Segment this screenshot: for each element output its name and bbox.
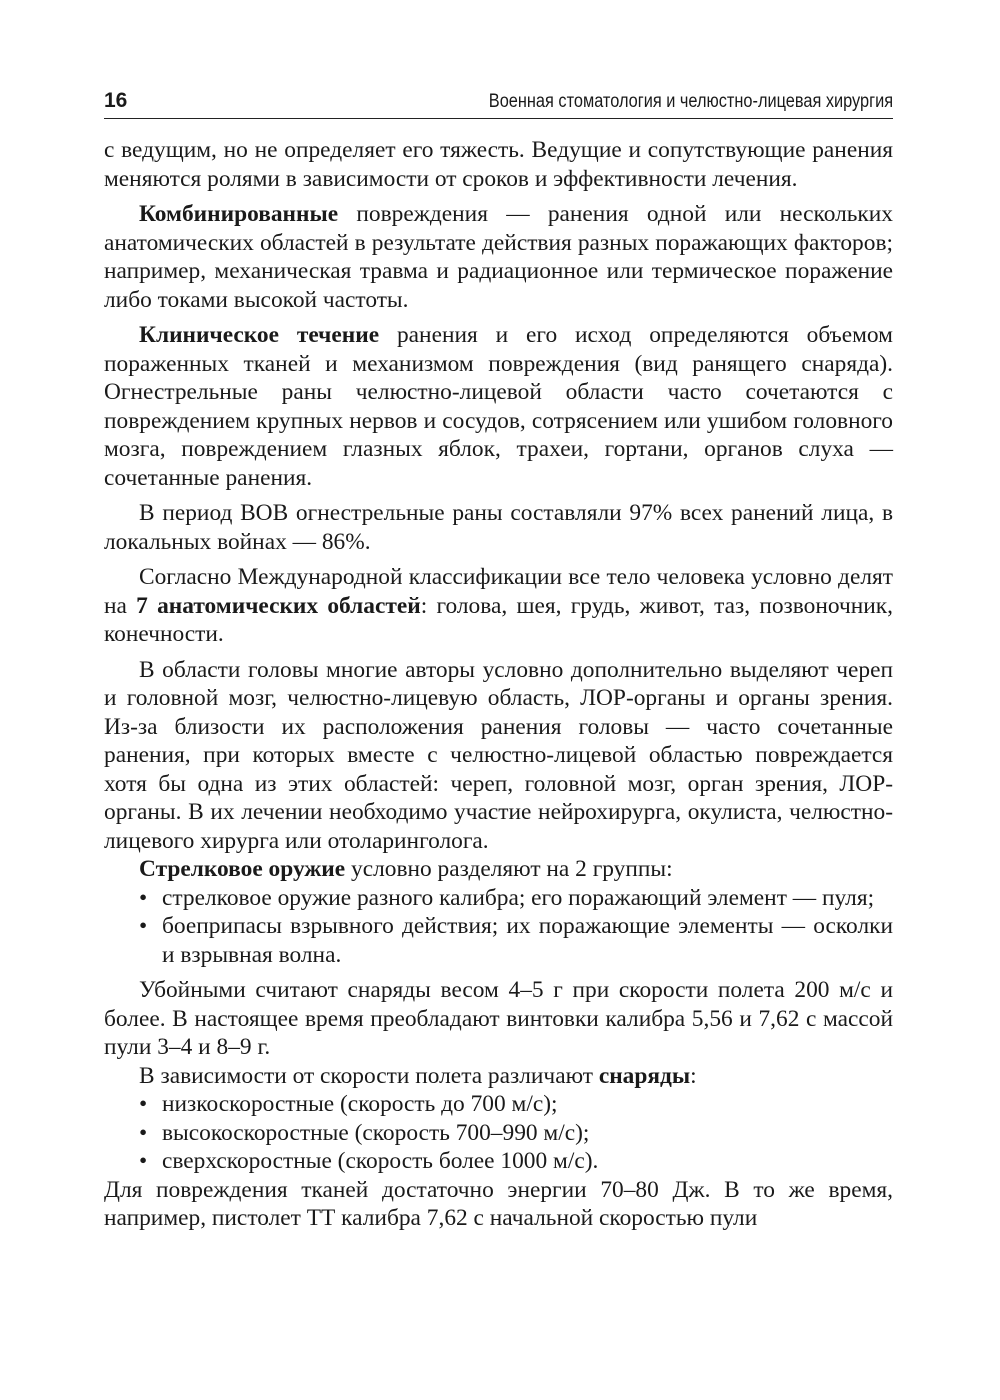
list-item-text: низкоскоростные (скорость до 700 м/с); xyxy=(162,1091,558,1117)
paragraph-text: : xyxy=(690,1062,697,1089)
list-item xyxy=(104,1090,893,1119)
term-anatomical-regions: 7 анатомических областей xyxy=(136,592,421,619)
bullet-icon: • xyxy=(139,1091,148,1117)
page-header xyxy=(104,88,893,119)
paragraph-text: условно разделяют на 2 группы: xyxy=(345,856,673,882)
term-combined: Комбинированные xyxy=(139,201,339,227)
list-item xyxy=(104,1119,893,1148)
bullet-icon: • xyxy=(139,913,148,939)
list-item-text: высокоскоростные (скорость 700–990 м/с); xyxy=(162,1119,590,1146)
paragraph-continuation: с ведущим, но не определяет его тяжесть. Ведущие и сопутствующие ранения меняются ролями в зависимости от сроков и эффективности лечения. xyxy=(104,137,893,192)
paragraph-projectile-speed xyxy=(104,1062,893,1091)
paragraph-small-arms xyxy=(104,855,893,884)
list-item-text: боеприпасы взрывного действия; их поражающие элементы — осколки и взрывная волна. xyxy=(162,913,893,968)
term-clinical-course: Клиническое течение xyxy=(139,322,380,348)
weapon-groups-list xyxy=(104,884,893,970)
page-number: 16 xyxy=(104,89,128,112)
paragraph-head-region: В области головы многие авторы условно дополнительно выделяют череп и головной мозг, челюстно-лицевую область, ЛОР-органы и органы зрения. Из-за близости их расположения ранения головы — часто сочетанные ранения, при которых вместе с челюстно-лицевой областью повреждается хотя бы одна из этих областей: череп, головной мозг, орган зрения, ЛОР-органы. В их лечении необходимо участие нейрохирурга, окулиста, челюстно-лицевого хирурга или отоларинголога. xyxy=(104,656,893,854)
paragraph-text: : голова, шея, грудь, живот, таз, позвоночник, конечности. xyxy=(104,592,893,647)
body-text xyxy=(104,136,893,1233)
running-title: Военная стоматология и челюстно-лицевая хирургия xyxy=(488,91,893,112)
bullet-icon: • xyxy=(139,1148,148,1174)
bullet-icon: • xyxy=(139,1119,148,1146)
paragraph-text: повреждения — ранения одной или нескольких анатомических областей в результате действия разных поражающих факторов; например, механическая травма и радиационное или термическое поражение либо токами высокой частоты. xyxy=(104,201,893,313)
paragraph-tissue-energy: Для повреждения тканей достаточно энергии 70–80 Дж. В то же время, например, пистолет ТТ калибра 7,62 с начальной скоростью пули xyxy=(104,1176,893,1231)
list-item-text: стрелковое оружие разного калибра; его поражающий элемент — пуля; xyxy=(162,884,875,911)
term-small-arms: Стрелковое оружие xyxy=(139,856,346,882)
list-item-text: сверхскоростные (скорость более 1000 м/с). xyxy=(162,1148,599,1174)
paragraph-text: ранения и его исход определяются объемом пораженных тканей и механизмом повреждения (вид ранящего снаряда). Огнестрельные раны челюстно-лицевой области часто сочетаются с повреждением крупных нервов и сосудов, сотрясением или ушибом головного мозга, повреждением глазных яблок, трахеи, гортани, органов слуха — сочетанные ранения. xyxy=(104,322,893,491)
paragraph-wwii-statistics: В период ВОВ огнестрельные раны составляли 97% всех ранений лица, в локальных войнах — 86%. xyxy=(104,500,893,555)
paragraph-text: В зависимости от скорости полета различают xyxy=(139,1062,599,1089)
list-item xyxy=(104,884,893,913)
paragraph-clinical-course xyxy=(104,321,893,492)
paragraph-anatomical-regions xyxy=(104,563,893,649)
paragraph-combined-injuries xyxy=(104,200,893,314)
list-item xyxy=(104,1147,893,1176)
projectile-types-list xyxy=(104,1090,893,1176)
paragraph-text: Согласно Международной классификации все тело человека условно делят на xyxy=(104,564,893,619)
paragraph-lethal-projectiles: Убойными считают снаряды весом 4–5 г при скорости полета 200 м/с и более. В настоящее время преобладают винтовки калибра 5,56 и 7,62 с массой пули 3–4 и 8–9 г. xyxy=(104,977,893,1060)
list-item xyxy=(104,912,893,969)
term-projectiles: снаряды xyxy=(598,1062,691,1089)
bullet-icon: • xyxy=(139,884,148,911)
